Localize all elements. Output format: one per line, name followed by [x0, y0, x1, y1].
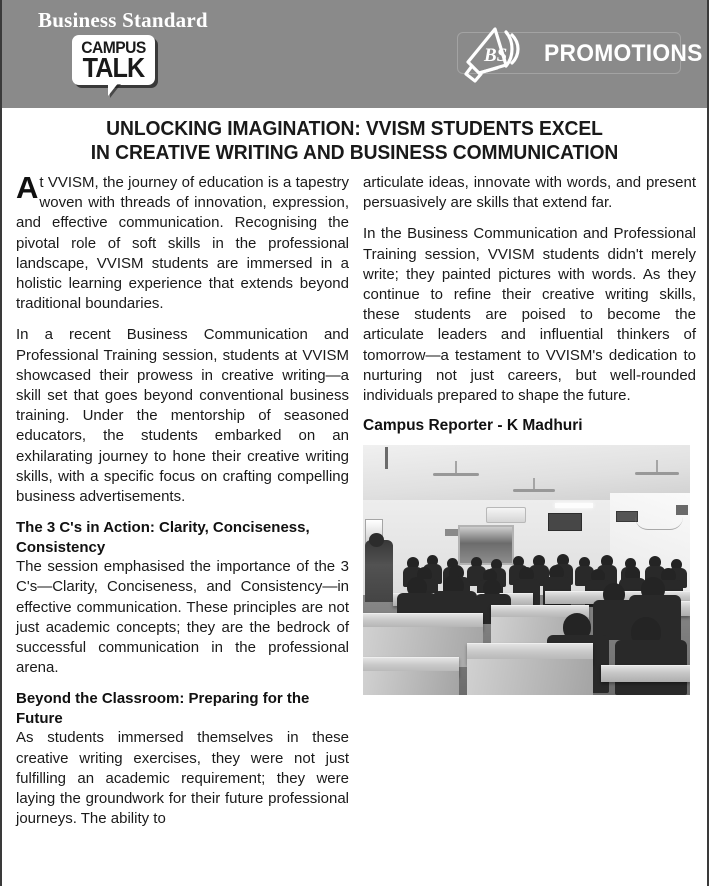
- bs-promotions-badge: [457, 32, 703, 74]
- photo-container: [363, 445, 696, 695]
- headline-line-2: IN CREATIVE WRITING AND BUSINESS COMMUNICATION: [90, 141, 619, 164]
- subheading-beyond-classroom: Beyond the Classroom: Preparing for the Future: [16, 690, 310, 727]
- photo-notice-board: [548, 513, 582, 531]
- photo-center-window: [458, 525, 514, 565]
- article-headline: [36, 117, 672, 165]
- photo-desk-foreground-left-side: [363, 671, 459, 695]
- photo-ceiling-fan-3: [635, 472, 679, 475]
- paragraph-5: articulate ideas, innovate with words, and present persuasively are skills that extend far.: [363, 174, 696, 212]
- photo-tube-light: [555, 503, 593, 508]
- megaphone-icon: [448, 19, 544, 91]
- speech-bubble-tail-icon: [108, 82, 119, 96]
- photo-desk-foreground-right: [601, 665, 690, 682]
- campus-talk-logo-line1: CAMPUS: [81, 38, 146, 57]
- paragraph-1: At VVISM, the journey of education is a tapestry woven with threads of innovation, expression, and effective communication. Recognising the pivotal role of soft skills in the professional landscape, VVISM students are immersed in a holistic learning experience that extends beyond traditional boundaries.: [16, 170, 349, 313]
- left-column: [16, 170, 349, 829]
- photo-hanging-wire: [635, 517, 683, 530]
- masthead-banner: [2, 0, 707, 108]
- photo-pole: [385, 447, 388, 469]
- photo-wall-sign-3: [445, 529, 459, 536]
- photo-teacher-figure: [365, 540, 393, 602]
- svg-text:BS: BS: [484, 45, 508, 66]
- bs-promotions-label: PROMOTIONS: [544, 40, 703, 67]
- photo-ceiling-fan-2: [513, 489, 555, 492]
- photo-desk-foreground-center-side: [467, 659, 593, 695]
- paragraph-2: In a recent Business Communication and Professional Training session, students at VVISM showcased their prowess in creative writing—a skill set that goes beyond conventional business training. Under the mentorship of seasoned educators, the students embarked on an exhilarating journey to hone their creative writing skills, with a specific focus on crafting compelling business advertisements.: [16, 326, 349, 506]
- article-body: [2, 165, 707, 829]
- article-byline: Campus Reporter - K Madhuri: [363, 417, 583, 435]
- publication-name: Business Standard: [38, 8, 208, 32]
- campus-talk-logo-line2: TALK: [82, 52, 145, 83]
- classroom-photo: [363, 445, 690, 695]
- paragraph-6: In the Business Communication and Professional Training session, VVISM students didn't merely write; they painted pictures with words. As they continue to refine their creative writing skills, these students are poised to become the articulate leaders and influential thinkers of tomorrow—a testament to VVISM's dedication to nurturing not just careers, but well-rounded individuals prepared to shape the future.: [363, 225, 696, 405]
- headline-line-1: UNLOCKING IMAGINATION: VVISM STUDENTS EXCEL: [106, 117, 603, 140]
- paragraph-4: As students immersed themselves in these creative writing exercises, they were not just fulfilling an academic requirement; they were laying the groundwork for their future professional journeys. The ability to: [16, 729, 349, 828]
- campus-talk-logo: [72, 35, 155, 85]
- paragraph-3: The session emphasised the importance of the 3 C's—Clarity, Conciseness, and Consistency—in effective communication. These principles are not just academic concepts; they are the bedrock of successful communication in the professional arena.: [16, 558, 349, 677]
- right-column: [363, 173, 696, 829]
- photo-wall-sign-2: [676, 505, 688, 515]
- photo-air-conditioner: [486, 507, 526, 523]
- subheading-three-cs: The 3 C's in Action: Clarity, Conciseness, Consistency: [16, 519, 310, 556]
- photo-ceiling-fan-1: [433, 473, 479, 476]
